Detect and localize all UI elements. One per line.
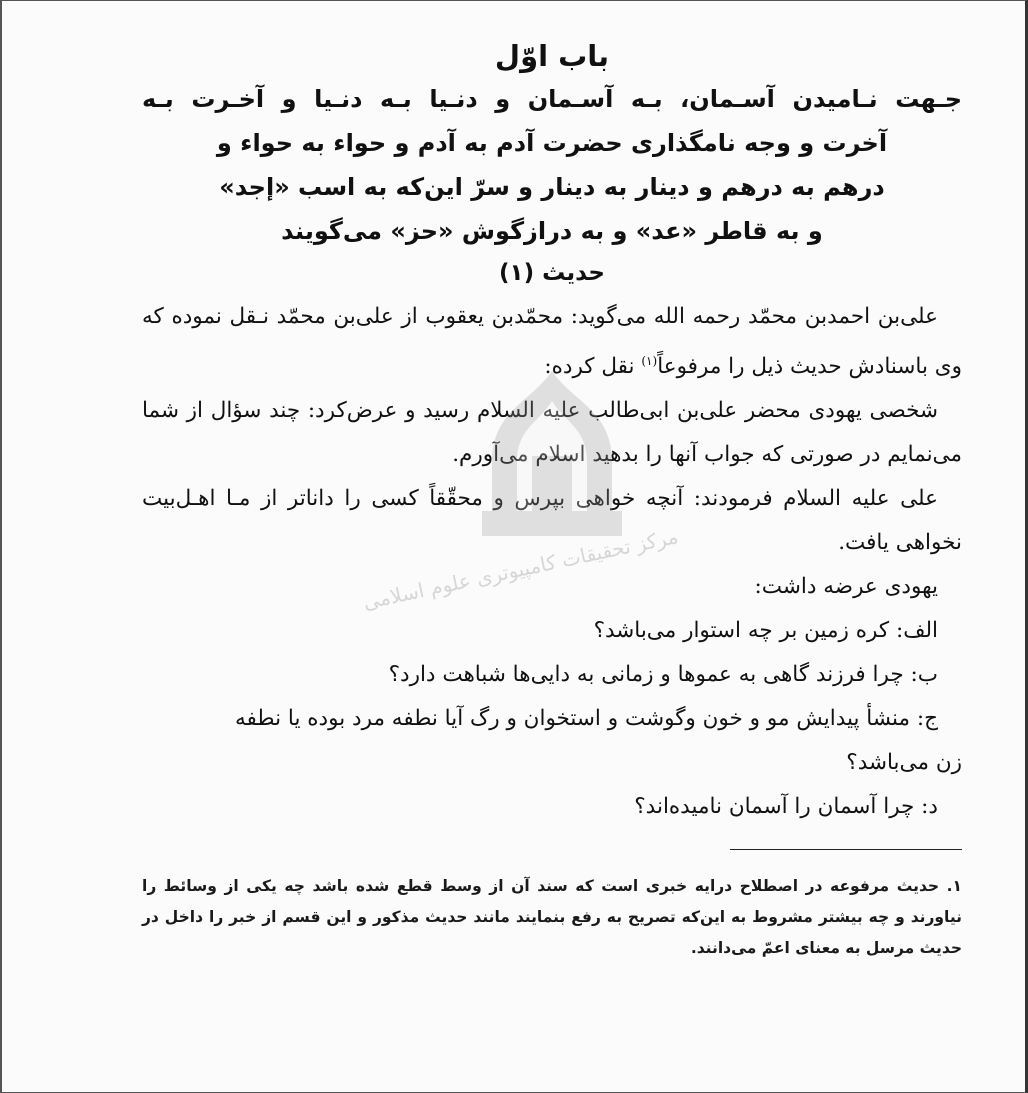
question-item-continued: زن می‌باشد؟: [846, 750, 962, 776]
footnote-divider: [730, 849, 962, 850]
question-item: ب: چرا فرزند گاهی به عموها و زمانی به دایی‌ها شباهت دارد؟: [388, 662, 938, 688]
paragraph-narrator-text: علی‌بن احمدبن محمّد رحمه الله می‌گوید: محمّدبن یعقوب از علی‌بن محمّد نـقل نموده که وی باسنادش حدیث ذیل را مرفوعاً: [142, 304, 962, 380]
document-page: [142, 31, 962, 1071]
paragraph-ali-reply: علی علیه السلام فرمودند: آنچه خواهی بپرس و محقّقاً کسی را داناتر از مـا اهـل‌بیت نخواهی یافت.: [142, 486, 962, 556]
heading-line-4: و به قاطر «عد» و به درازگوش «حز» می‌گویند: [281, 217, 823, 245]
paragraph-narrator: [142, 295, 962, 389]
footnote-reference[interactable]: (۱): [641, 354, 658, 368]
watermark-text: مرکز تحقیقات کامپیوتری علوم اسلامی: [360, 524, 681, 615]
question-item: ج: منشأ پیدایش مو و خون وگوشت و استخوان و رگ آیا نطفه مرد بوده یا نطفه: [235, 706, 938, 732]
question-item: الف: کره زمین بر چه استوار می‌باشد؟: [593, 618, 938, 644]
paragraph-narrator-end: نقل کرده:: [544, 354, 642, 380]
paragraph-questions-intro: یهودی عرضه داشت:: [754, 574, 938, 600]
question-item: د: چرا آسمان را آسمان نامیده‌اند؟: [634, 794, 938, 820]
heading-line-2: آخرت و وجه نامگذاری حضرت آدم به آدم و حواء به حواء و: [216, 129, 888, 157]
footnote: ۱. حدیث مرفوعه در اصطلاح درایه خبری است که سند آن از وسط قطع شده باشد چه یکی از وسائط را نیاورند و چه بیشتر مشروط به این‌که تصریح به رفع بنمایند مانند حدیث مذکور و این قسم از خبر را داخل در حدیث مرسل به معنای اعمّ می‌دانند.: [142, 877, 962, 957]
heading-line-3: درهم به درهم و دینار به دینار و سرّ این‌که به اسب «إجد»: [219, 173, 885, 201]
heading-line-1: جـهت نـامیدن آسـمان، بـه آسـمان و دنـیا بـه دنـیا و آخـرت بـه: [142, 85, 962, 113]
chapter-title: باب اوّل: [494, 39, 610, 73]
paragraph-jewish-man: شخصی یهودی محضر علی‌بن ابی‌طالب علیه السلام رسید و عرض‌کرد: چند سؤال از شما می‌نمایم در صورتی که جواب آنها را بدهید اسلام می‌آورم.: [142, 398, 962, 468]
hadith-title: حدیث (۱): [499, 260, 605, 286]
chapter-heading: [142, 77, 962, 253]
